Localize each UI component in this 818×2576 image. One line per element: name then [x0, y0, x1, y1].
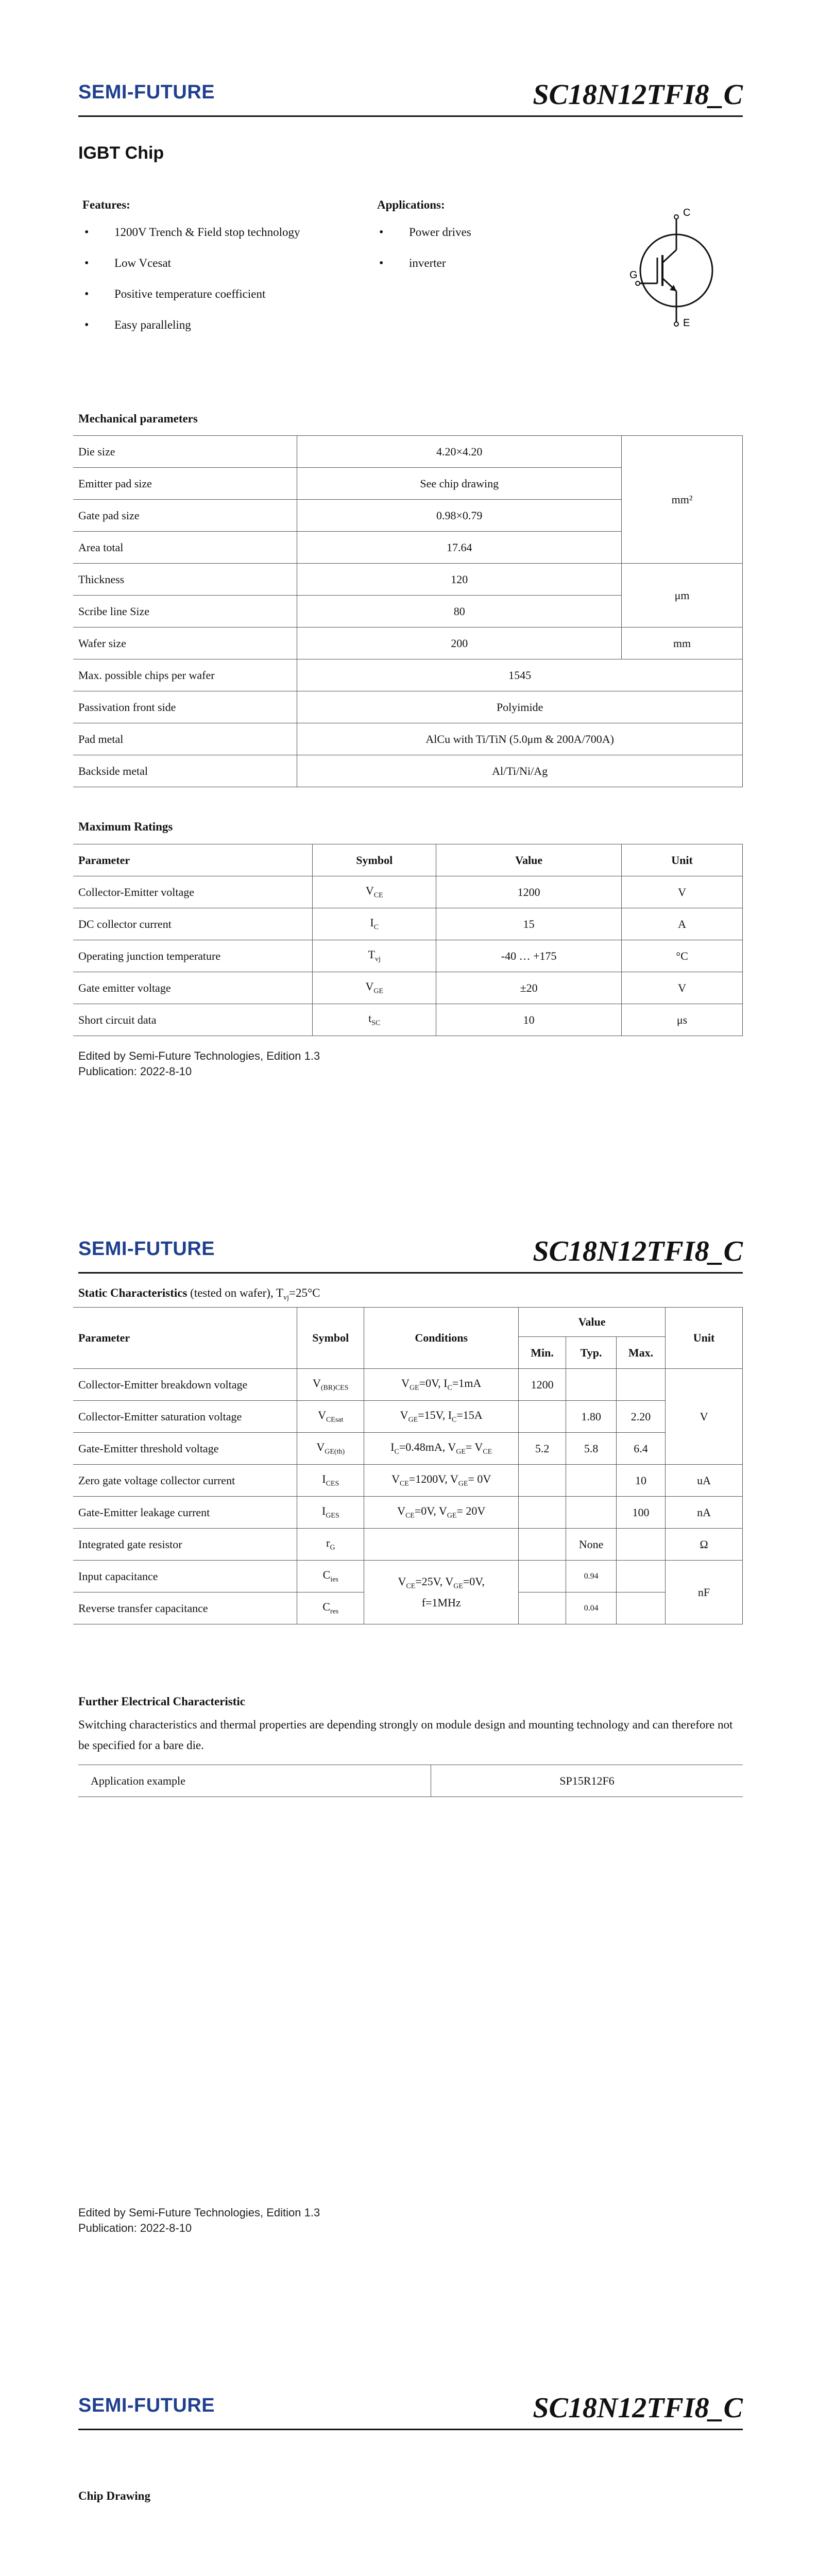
cell-unit: °C [622, 940, 743, 972]
cell-value: SP15R12F6 [431, 1765, 743, 1797]
cell-value: See chip drawing [297, 468, 622, 500]
symbol-label-g: G [629, 269, 638, 281]
cell-max: 10 [617, 1465, 666, 1497]
features-list [82, 223, 371, 347]
cell-typ: 0.04 [566, 1592, 617, 1624]
cell-cond: $V_{GE}=0V$, $I_C=1mA$ [364, 1369, 519, 1401]
col-header: Parameter [73, 844, 313, 876]
cell-name: Gate pad size [73, 500, 297, 532]
col-header: Typ. [566, 1337, 617, 1369]
cell-param: Gate-Emitter threshold voltage [73, 1433, 297, 1465]
page-footer [78, 1048, 320, 1079]
cell-symbol: $I_{CES}$ [297, 1465, 364, 1497]
table-row [73, 1465, 743, 1497]
table-row [73, 691, 743, 723]
cell-symbol: $V_{CE}$ [313, 876, 436, 908]
cell-label: Application example [78, 1765, 431, 1797]
cell-value: -40 … +175 [436, 940, 622, 972]
cell-min [519, 1529, 566, 1561]
col-header: Parameter [73, 1308, 297, 1369]
cell-typ: 5.8 [566, 1433, 617, 1465]
cell-value: 1545 [297, 659, 743, 691]
table-row [73, 1433, 743, 1465]
table-header-row [73, 844, 743, 876]
symbol-label-c: C [683, 209, 691, 218]
static-table [73, 1307, 743, 1624]
cell-cond: $I_C=0.48mA$, $V_{GE}= V_{CE}$ [364, 1433, 519, 1465]
col-header: Value [519, 1308, 666, 1337]
footer-edition: Edited by Semi-Future Technologies, Edition 1.3 [78, 1049, 320, 1062]
footer-publication: Publication: 2022-8-10 [78, 1065, 192, 1078]
company-logo: SEMI-FUTURE [78, 1238, 215, 1260]
header-rule [78, 115, 743, 117]
cell-value: 0.98×0.79 [297, 500, 622, 532]
cell-max [617, 1369, 666, 1401]
list-item: • Low Vcesat [82, 254, 371, 285]
cell-param: Collector-Emitter saturation voltage [73, 1401, 297, 1433]
cell-symbol: $C_{ies}$ [297, 1561, 364, 1592]
cell-min [519, 1465, 566, 1497]
cell-unit: uA [666, 1465, 743, 1497]
table-row [73, 940, 743, 972]
part-number: SC18N12TFI8_C [533, 2392, 743, 2424]
table-row [73, 659, 743, 691]
cell-unit: A [622, 908, 743, 940]
cell-cond: $V_{CE}=0V$, $V_{GE}= 20V$ [364, 1497, 519, 1529]
cell-typ: 0.94 [566, 1561, 617, 1592]
part-number: SC18N12TFI8_C [533, 1235, 743, 1267]
page-2 [0, 1157, 818, 2313]
header-rule [78, 2429, 743, 2430]
company-logo: SEMI-FUTURE [78, 81, 215, 103]
table-row [73, 1561, 743, 1592]
cell-unit: nA [666, 1497, 743, 1529]
table-row [73, 755, 743, 787]
cell-param: Collector-Emitter voltage [73, 876, 313, 908]
cell-max [617, 1529, 666, 1561]
cell-name: Thickness [73, 564, 297, 596]
cell-typ [566, 1369, 617, 1401]
cell-min [519, 1561, 566, 1592]
cell-typ [566, 1497, 617, 1529]
cell-value: AlCu with Ti/TiN (5.0μm & 200A/700A) [297, 723, 743, 755]
cell-max [617, 1561, 666, 1592]
cell-min: 1200 [519, 1369, 566, 1401]
cell-min [519, 1592, 566, 1624]
cell-value: 1200 [436, 876, 622, 908]
table-row [78, 1765, 743, 1797]
cell-param: Input capacitance [73, 1561, 297, 1592]
cell-value: ±20 [436, 972, 622, 1004]
cell-value: 200 [297, 628, 622, 659]
cell-cond: $V_{CE}=1200V$, $V_{GE}= 0V$ [364, 1465, 519, 1497]
cell-value: 17.64 [297, 532, 622, 564]
col-header: Symbol [313, 844, 436, 876]
cell-name: Emitter pad size [73, 468, 297, 500]
cell-symbol: $t_{SC}$ [313, 1004, 436, 1036]
max-ratings-title: Maximum Ratings [78, 820, 173, 833]
further-text: Switching characteristics and thermal properties are depending strongly on module design and mounting technology and can therefore not be specified for a bare die. [78, 1718, 733, 1752]
cell-param: Integrated gate resistor [73, 1529, 297, 1561]
table-row [73, 564, 743, 596]
col-header: Min. [519, 1337, 566, 1369]
cell-name: Die size [73, 436, 297, 468]
applications-heading: Applications: [377, 198, 445, 211]
cell-cond: $V_{CE}=25V$, $V_{GE}=0V$, f=1MHz [364, 1561, 519, 1624]
cell-max [617, 1592, 666, 1624]
cell-symbol: $T_{vj}$ [313, 940, 436, 972]
cell-param: DC collector current [73, 908, 313, 940]
cell-cond [364, 1529, 519, 1561]
cell-symbol: $V_{CEsat}$ [297, 1401, 364, 1433]
table-row [73, 908, 743, 940]
further-title: Further Electrical Characteristic [78, 1695, 245, 1708]
table-row [73, 1369, 743, 1401]
footer-publication: Publication: 2022-8-10 [78, 2222, 192, 2234]
cell-cond: $V_{GE}=15V$, $I_C=15A$ [364, 1401, 519, 1433]
part-number: SC18N12TFI8_C [533, 79, 743, 111]
features-heading: Features: [82, 198, 130, 211]
cell-min [519, 1497, 566, 1529]
page-header [78, 72, 743, 118]
chip-title: IGBT Chip [78, 143, 164, 163]
igbt-symbol-icon [627, 209, 730, 327]
cell-param: Short circuit data [73, 1004, 313, 1036]
applications-list [377, 223, 542, 285]
cell-symbol: $r_G$ [297, 1529, 364, 1561]
col-header: Value [436, 844, 622, 876]
page-1 [0, 0, 818, 1157]
col-header: Unit [666, 1308, 743, 1369]
list-item: • 1200V Trench & Field stop technology [82, 223, 371, 254]
cell-typ [566, 1465, 617, 1497]
cell-symbol: $C_{res}$ [297, 1592, 364, 1624]
cell-unit: V [622, 972, 743, 1004]
col-header: Unit [622, 844, 743, 876]
cell-param: Zero gate voltage collector current [73, 1465, 297, 1497]
cell-symbol: $V_{GE(th)}$ [297, 1433, 364, 1465]
cell-value: Al/Ti/Ni/Ag [297, 755, 743, 787]
list-item: • inverter [377, 254, 542, 285]
table-row [73, 723, 743, 755]
cell-name: Pad metal [73, 723, 297, 755]
cell-param: Operating junction temperature [73, 940, 313, 972]
application-table [78, 1765, 743, 1797]
table-row [73, 436, 743, 468]
cell-unit: mm² [622, 436, 743, 564]
cell-value: 15 [436, 908, 622, 940]
cell-min: 5.2 [519, 1433, 566, 1465]
cell-symbol: $V_{GE}$ [313, 972, 436, 1004]
table-row [73, 1004, 743, 1036]
cell-max: 6.4 [617, 1433, 666, 1465]
chip-drawing-title: Chip Drawing [78, 2489, 150, 2502]
list-item: • Power drives [377, 223, 542, 254]
cell-typ: None [566, 1529, 617, 1561]
cell-value: 10 [436, 1004, 622, 1036]
table-header-row [73, 1308, 743, 1337]
cell-name: Passivation front side [73, 691, 297, 723]
cell-value: 4.20×4.20 [297, 436, 622, 468]
col-header: Conditions [364, 1308, 519, 1369]
cell-unit: mm [622, 628, 743, 659]
max-ratings-table [73, 844, 743, 1036]
page-footer [78, 2205, 320, 2236]
cell-unit: Ω [666, 1529, 743, 1561]
table-row [73, 1497, 743, 1529]
cell-value: 80 [297, 596, 622, 628]
cell-unit: μm [622, 564, 743, 628]
cell-name: Wafer size [73, 628, 297, 659]
page-3 [0, 2313, 818, 2576]
cell-symbol: $I_C$ [313, 908, 436, 940]
features-section [82, 198, 371, 347]
cell-max: 2.20 [617, 1401, 666, 1433]
cell-name: Area total [73, 532, 297, 564]
mechanical-table [73, 435, 743, 787]
cell-param: Collector-Emitter breakdown voltage [73, 1369, 297, 1401]
cell-typ: 1.80 [566, 1401, 617, 1433]
cell-max: 100 [617, 1497, 666, 1529]
col-header: Max. [617, 1337, 666, 1369]
cell-unit: μs [622, 1004, 743, 1036]
cell-name: Scribe line Size [73, 596, 297, 628]
mechanical-title: Mechanical parameters [78, 412, 198, 425]
cell-value: Polyimide [297, 691, 743, 723]
cell-symbol: $V_{(BR)CES}$ [297, 1369, 364, 1401]
page-header [78, 1229, 743, 1275]
company-logo: SEMI-FUTURE [78, 2395, 215, 2416]
cell-param: Reverse transfer capacitance [73, 1592, 297, 1624]
table-row [73, 628, 743, 659]
list-item: • Positive temperature coefficient [82, 285, 371, 316]
page-header [78, 2385, 743, 2432]
table-row [73, 1401, 743, 1433]
list-item: • Easy paralleling [82, 316, 371, 347]
cell-symbol: $I_{GES}$ [297, 1497, 364, 1529]
table-row [73, 972, 743, 1004]
static-title: Static Characteristics (tested on wafer), $T_{vj}=25^\circ C$ [78, 1286, 320, 1302]
cell-name: Max. possible chips per wafer [73, 659, 297, 691]
cell-param: Gate-Emitter leakage current [73, 1497, 297, 1529]
cell-value: 120 [297, 564, 622, 596]
col-header: Symbol [297, 1308, 364, 1369]
cell-unit: nF [666, 1561, 743, 1624]
symbol-label-e: E [683, 317, 690, 327]
cell-unit: V [622, 876, 743, 908]
cell-min [519, 1401, 566, 1433]
table-row [73, 876, 743, 908]
cell-unit: V [666, 1369, 743, 1465]
cell-name: Backside metal [73, 755, 297, 787]
table-row [73, 1529, 743, 1561]
footer-edition: Edited by Semi-Future Technologies, Edition 1.3 [78, 2206, 320, 2219]
header-rule [78, 1272, 743, 1274]
cell-param: Gate emitter voltage [73, 972, 313, 1004]
applications-section [377, 198, 542, 285]
